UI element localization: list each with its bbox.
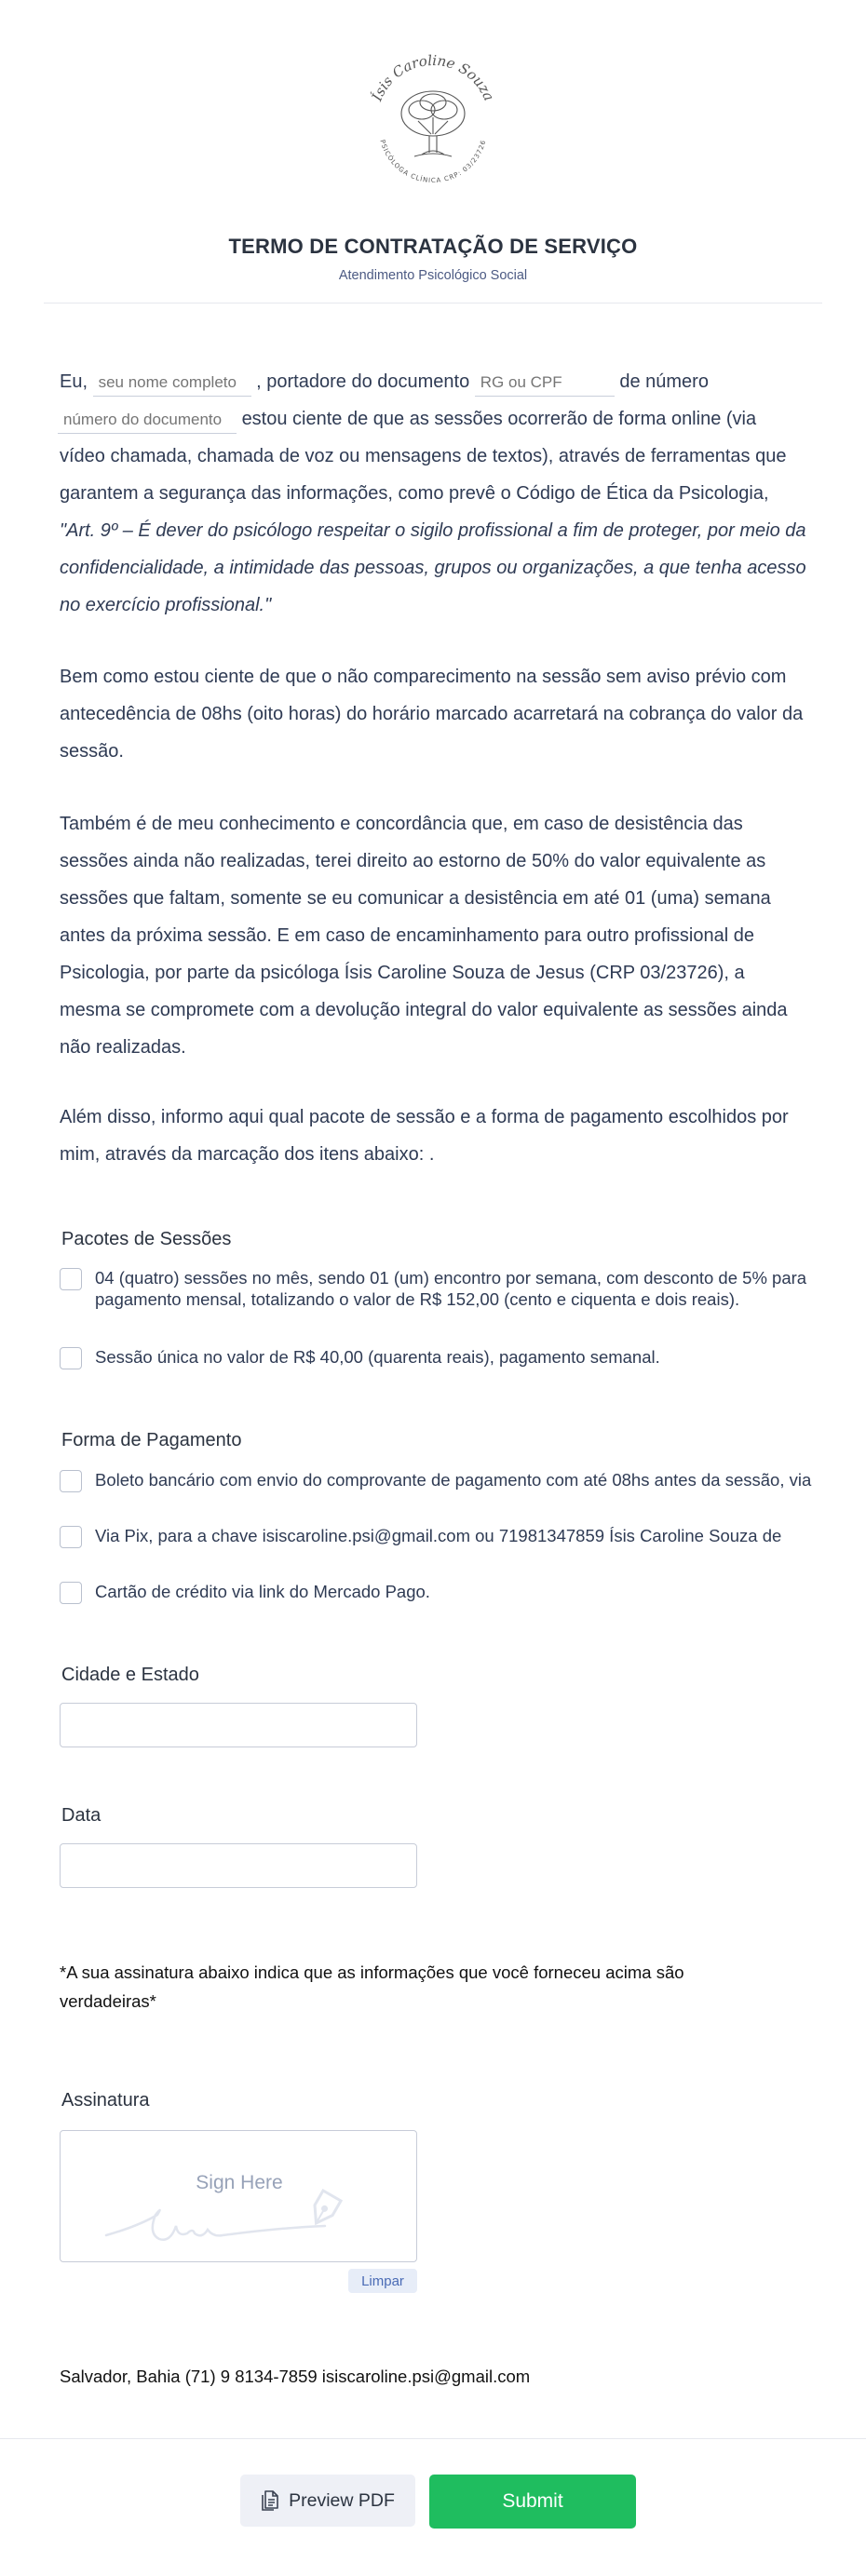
city-state-label: Cidade e Estado — [61, 1665, 199, 1685]
tree-logo-icon — [349, 37, 517, 196]
pdf-document-icon — [261, 2490, 279, 2511]
signature-scribble-icon — [101, 2178, 381, 2252]
full-name-input[interactable] — [93, 371, 251, 397]
payment-checkbox[interactable] — [60, 1582, 82, 1604]
signature-note: *A sua assinatura abaixo indica que as informações que você forneceu acima são verdadeiras* — [60, 1962, 684, 2011]
package-option-label: Sessão única no valor de R$ 40,00 (quarenta reais), pagamento semanal. — [95, 1347, 660, 1367]
logo-name: Ísis Caroline Souza — [368, 51, 498, 104]
selection-paragraph: Além disso, informo aqui qual pacote de sessão e a forma de pagamento escolhidos por mim, através da marcação dos itens abaixo: . — [60, 1107, 789, 1165]
payment-option-label: Via Pix, para a chave isiscaroline.psi@gmail.com ou 71981347859 Ísis Caroline Souza de — [95, 1526, 782, 1545]
city-state-input[interactable] — [60, 1703, 417, 1747]
cancellation-paragraph: Também é de meu conhecimento e concordância que, em caso de desistência das sessões ainda não realizadas, terei direito ao estorno de 50% do valor equivalente as sessões que faltam, somente se eu comunicar a desistência em até 01 (uma) semana antes da próxima sessão. E em caso de encaminhamento para outro profissional de Psicologia, por parte da psicóloga Ísis Caroline Souza de Jesus (CRP 03/23726), a mesma se compromete com a devolução integral do valor equivalente as sessões ainda não realizadas. — [60, 814, 788, 1058]
ethics-quote: "Art. 9º – É dever do psicólogo respeitar o sigilo profissional a fim de proteger, por meio da confidencialidade, a intimidade das pessoas, grupos ou organizações, a que tenha acesso no exercício profissional." — [60, 520, 806, 615]
svg-text:PSICÓLOGA CLÍNICA CRP: 03/2372 — [378, 139, 487, 184]
page-subtitle: Atendimento Psicológico Social — [338, 268, 528, 283]
date-input[interactable] — [60, 1843, 417, 1888]
preview-pdf-label: Preview PDF — [289, 2489, 395, 2511]
intro-paragraph — [60, 363, 806, 624]
contact-info: Salvador, Bahia (71) 9 8134-7859 isiscaroline.psi@gmail.com — [60, 2367, 531, 2386]
payment-option-label: Cartão de crédito via link do Mercado Pago. — [95, 1582, 430, 1601]
package-checkbox[interactable] — [60, 1268, 82, 1290]
package-option-label: 04 (quatro) sessões no mês, sendo 01 (um) encontro por semana, com desconto de 5% para pagamento mensal, totalizando o valor de R$ 152,00 (cento e ciquenta e dois reais). — [95, 1268, 807, 1309]
package-checkbox[interactable] — [60, 1347, 82, 1369]
signature-pad[interactable] — [60, 2130, 417, 2262]
payment-option[interactable] — [60, 1525, 814, 1548]
package-option[interactable] — [60, 1267, 814, 1310]
payment-checkbox[interactable] — [60, 1526, 82, 1548]
clear-signature-button[interactable]: Limpar — [348, 2269, 417, 2293]
intro-eu: Eu, — [60, 371, 88, 392]
preview-pdf-button[interactable] — [240, 2475, 415, 2527]
pen-nib-icon — [307, 2191, 341, 2228]
signature-placeholder: Sign Here — [196, 2172, 283, 2193]
page-title: TERMO DE CONTRATAÇÃO DE SERVIÇO — [228, 235, 638, 258]
package-option[interactable] — [60, 1346, 814, 1369]
svg-text:Ísis Caroline Souza — [368, 52, 497, 104]
payment-checkbox[interactable] — [60, 1470, 82, 1492]
document-type-input[interactable] — [475, 371, 615, 397]
logo-area — [0, 37, 866, 196]
payment-option-label: Boleto bancário com envio do comprovante de pagamento com até 08hs antes da sessão, via — [95, 1470, 812, 1490]
intro-de-numero: de número — [619, 371, 709, 392]
document-number-input[interactable] — [58, 409, 237, 434]
intro-body: estou ciente de que as sessões ocorrerão de forma online (via vídeo chamada, chamada de voz ou mensagens de textos), através de ferramentas que garantem a segurança das informações, como prevê o Código de Ética da Psicologia, — [60, 409, 787, 504]
signature-label: Assinatura — [61, 2090, 150, 2111]
logo-tagline: PSICÓLOGA CLÍNICA CRP: 03/23726 — [378, 139, 488, 185]
date-label: Data — [61, 1805, 101, 1826]
packages-label: Pacotes de Sessões — [61, 1229, 232, 1249]
payment-option[interactable] — [60, 1581, 814, 1604]
submit-button[interactable]: Submit — [429, 2475, 636, 2529]
intro-portador: , portadore do documento — [256, 371, 470, 392]
footer-divider — [0, 2438, 866, 2439]
no-show-paragraph: Bem como estou ciente de que o não comparecimento na sessão sem aviso prévio com antecedência de 08hs (oito horas) do horário marcado acarretará na cobrança do valor da sessão. — [60, 667, 804, 762]
payment-label: Forma de Pagamento — [61, 1430, 242, 1450]
payment-option[interactable] — [60, 1469, 814, 1492]
